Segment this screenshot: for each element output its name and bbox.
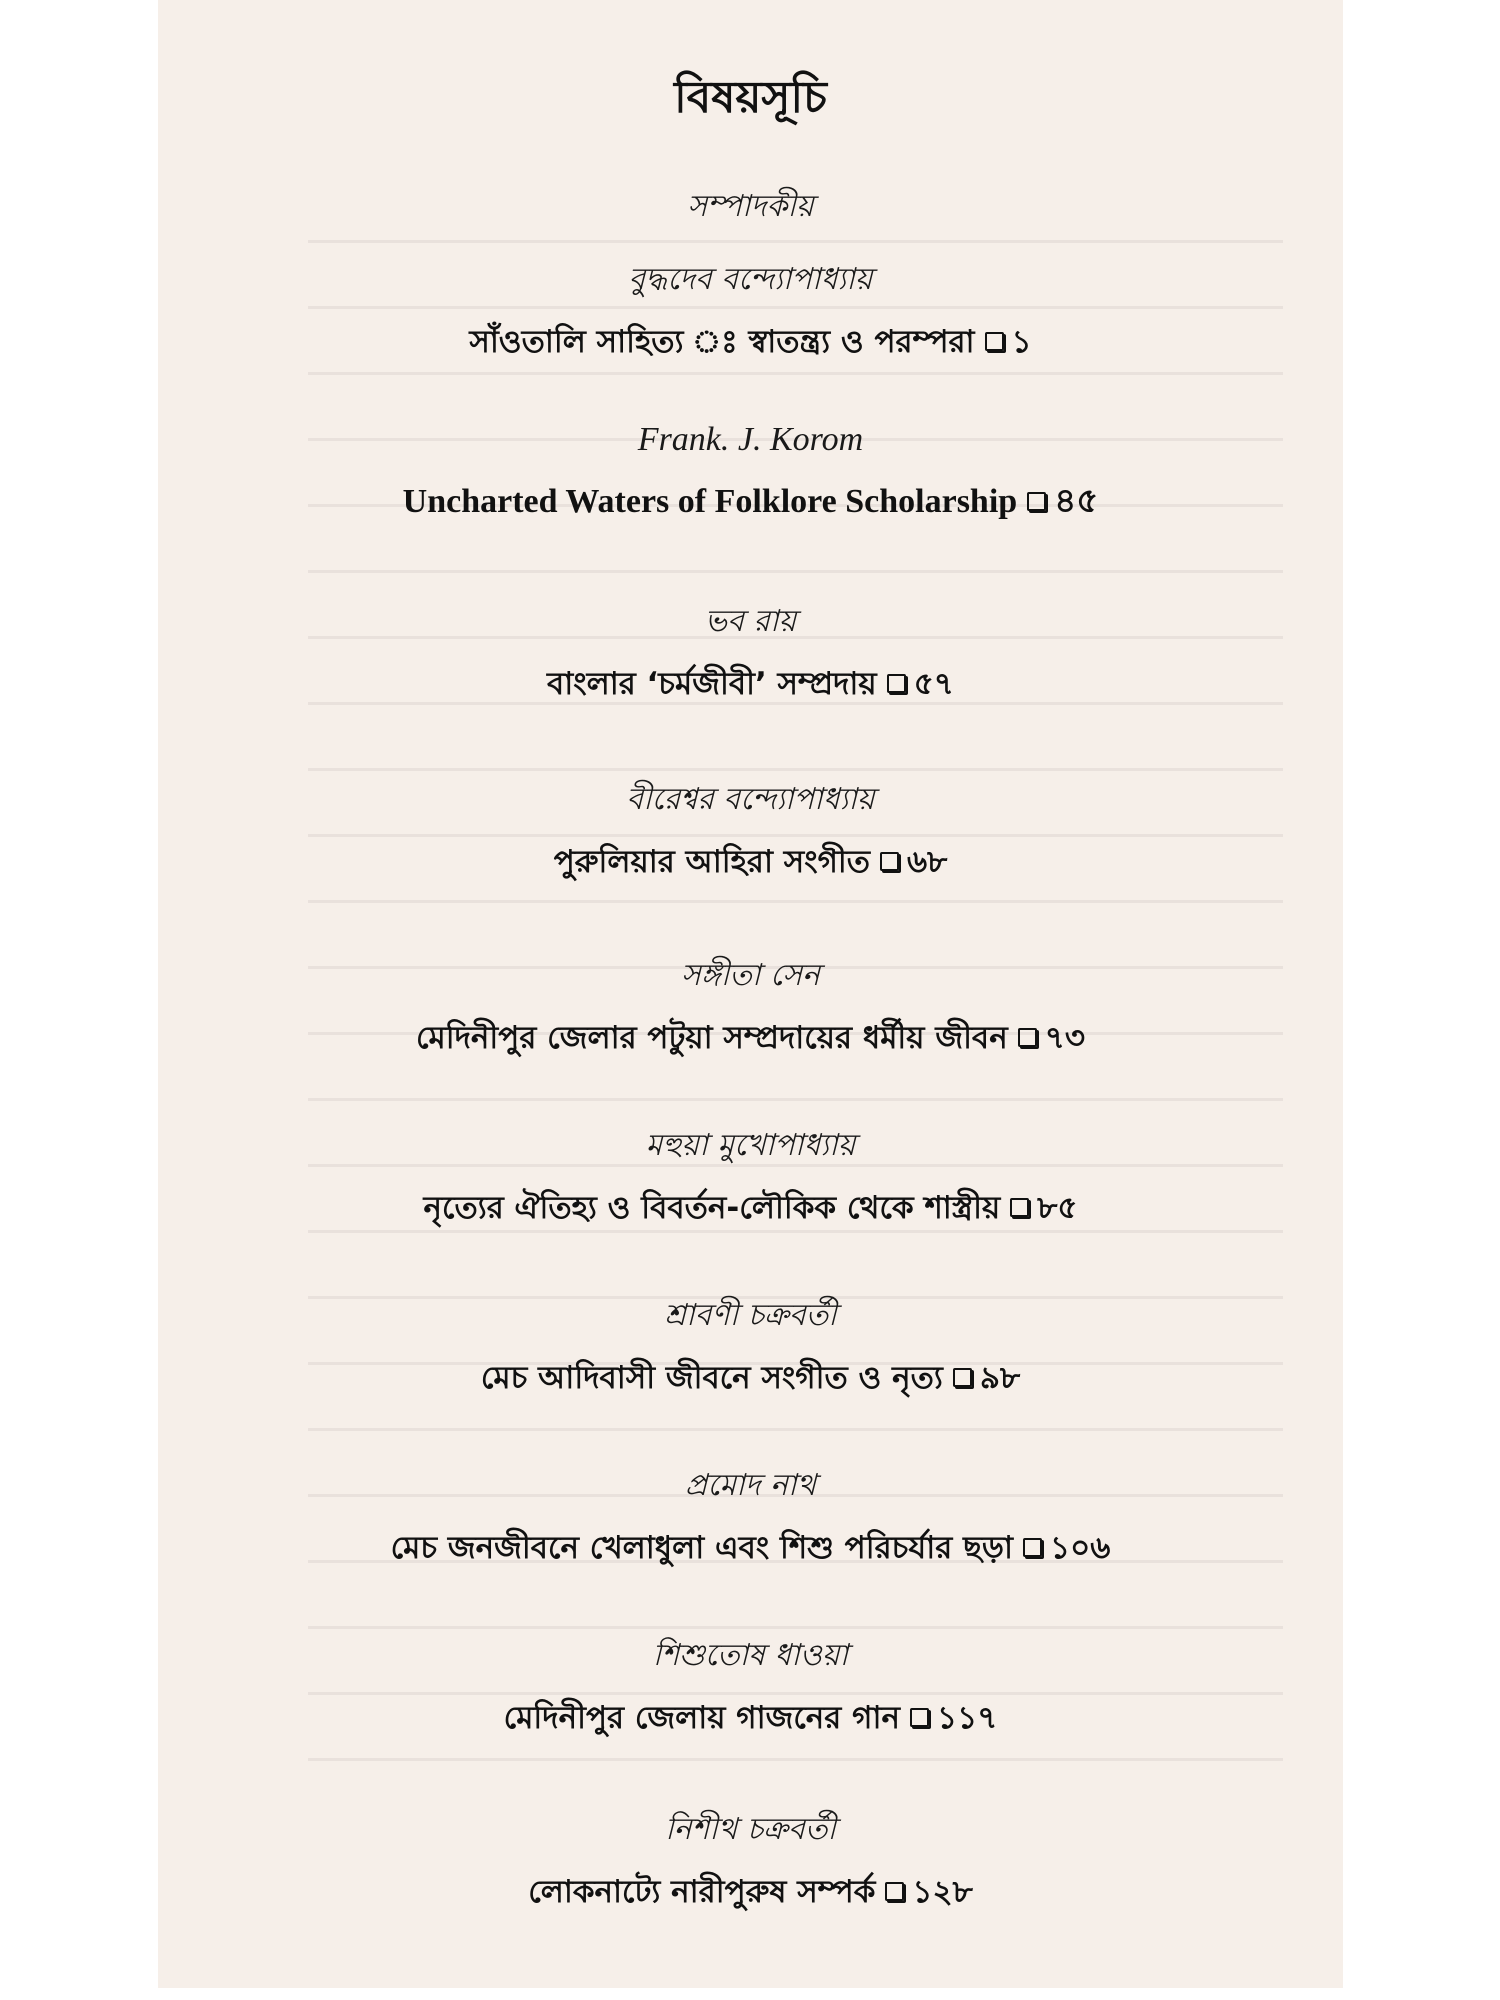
entry-page-number: ১০৬ <box>1049 1530 1111 1566</box>
checkbox-bullet-icon <box>887 674 906 693</box>
entry-title-line[interactable] <box>158 1358 1343 1398</box>
entry-author: মহুয়া মুখোপাধ্যায় <box>645 1128 856 1163</box>
checkbox-bullet-icon <box>910 1708 929 1727</box>
table-of-contents <box>158 0 1343 1988</box>
toc-entry <box>158 956 1343 1058</box>
entry-title-line[interactable] <box>158 322 1343 362</box>
entry-author: বুদ্ধদেব বন্দ্যোপাধ্যায় <box>628 262 873 297</box>
entry-title-line[interactable] <box>158 1872 1343 1912</box>
checkbox-bullet-icon <box>880 852 899 871</box>
entry-title-line[interactable] <box>158 482 1343 522</box>
entry-title-line[interactable] <box>158 842 1343 882</box>
entry-title: সাঁওতালি সাহিত্য ঃ স্বাতন্ত্র্য ও পরম্পরা <box>469 324 975 360</box>
entry-title: পুরুলিয়ার আহিরা সংগীত <box>553 844 871 880</box>
entry-author: Frank. J. Korom <box>637 421 864 458</box>
entry-page-number: ৯৮ <box>979 1360 1021 1396</box>
entry-title: মেদিনীপুর জেলায় গাজনের গান <box>503 1700 900 1736</box>
entry-page-number: ৭৩ <box>1044 1020 1086 1056</box>
entry-page-number: ৮৫ <box>1037 1190 1078 1226</box>
editorial-link[interactable]: সম্পাদকীয় <box>687 189 814 224</box>
book-page <box>158 0 1343 1988</box>
entry-author: বীরেশ্বর বন্দ্যোপাধ্যায় <box>626 782 875 817</box>
entry-page-number: ১২৮ <box>912 1874 973 1910</box>
entry-title: মেদিনীপুর জেলার পটুয়া সম্প্রদায়ের ধর্মীয় জীবন <box>415 1020 1008 1056</box>
toc-entry <box>158 1296 1343 1398</box>
entry-page-number: ৬৮ <box>907 844 948 880</box>
entry-title: নৃত্যের ঐতিহ্য ও বিবর্তন-লৌকিক থেকে শাস্ত্রীয় <box>423 1190 1001 1226</box>
toc-entry <box>158 602 1343 704</box>
entry-title: লোকনাট্যে নারীপুরুষ সম্পর্ক <box>528 1874 876 1910</box>
entry-author: নিশীথ চক্রবর্তী <box>665 1812 836 1847</box>
entry-author: সঙ্গীতা সেন <box>681 958 820 993</box>
entry-page-number: ৪৫ <box>1054 483 1099 520</box>
entry-title-line[interactable] <box>158 1698 1343 1738</box>
entry-author: শ্রাবণী চক্রবর্তী <box>664 1298 837 1333</box>
toc-entry <box>158 1636 1343 1738</box>
checkbox-bullet-icon <box>1023 1538 1042 1557</box>
entry-title: মেচ জনজীবনে খেলাধুলা এবং শিশু পরিচর্যার ছড়া <box>390 1530 1013 1566</box>
entry-author: ভব রায় <box>704 604 797 639</box>
entry-author: প্রমোদ নাথ <box>684 1468 817 1503</box>
toc-entry <box>158 1810 1343 1912</box>
entry-title: বাংলার ‘চর্মজীবী’ সম্প্রদায় <box>547 666 877 702</box>
checkbox-bullet-icon <box>1027 492 1046 511</box>
entry-title-line[interactable] <box>158 1528 1343 1568</box>
checkbox-bullet-icon <box>953 1368 972 1387</box>
entry-title-line[interactable] <box>158 1018 1343 1058</box>
entry-title: Uncharted Waters of Folklore Scholarship <box>402 483 1018 520</box>
entry-title-line[interactable] <box>158 1188 1343 1228</box>
checkbox-bullet-icon <box>985 332 1004 351</box>
entry-title: মেচ আদিবাসী জীবনে সংগীত ও নৃত্য <box>480 1360 943 1396</box>
toc-entry <box>158 1466 1343 1568</box>
checkbox-bullet-icon <box>885 1882 904 1901</box>
entry-title-line[interactable] <box>158 664 1343 704</box>
entry-page-number: ১১৭ <box>936 1700 998 1736</box>
toc-entry <box>158 780 1343 882</box>
checkbox-bullet-icon <box>1018 1028 1037 1047</box>
checkbox-bullet-icon <box>1010 1198 1029 1217</box>
toc-entry <box>158 420 1343 522</box>
entry-page-number: ১ <box>1011 324 1032 360</box>
contents-heading: বিষয়সূচি <box>674 72 827 123</box>
entry-author: শিশুতোষ ধাওয়া <box>652 1638 849 1673</box>
entry-page-number: ৫৭ <box>913 666 954 702</box>
toc-entry <box>158 260 1343 362</box>
toc-entry <box>158 1126 1343 1228</box>
